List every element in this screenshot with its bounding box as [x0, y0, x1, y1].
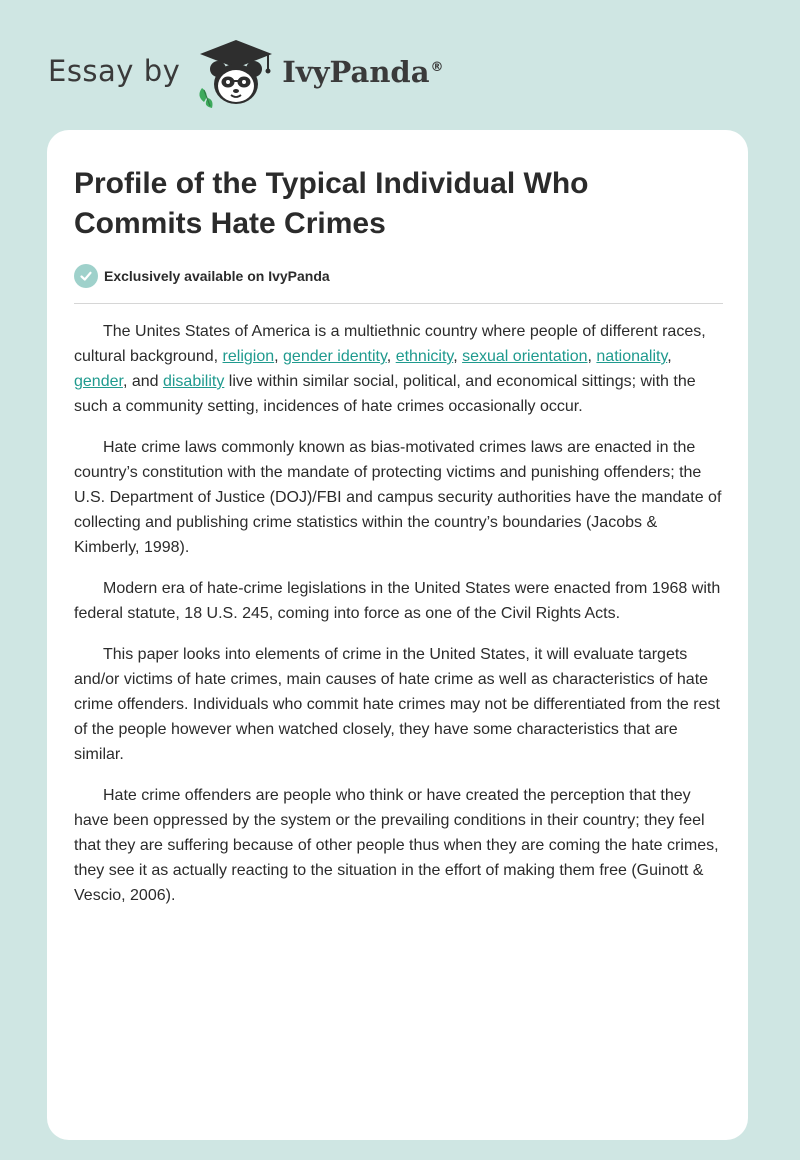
- link-religion[interactable]: religion: [222, 348, 275, 365]
- separator: ,: [453, 348, 463, 365]
- link-gender-identity[interactable]: gender identity: [283, 348, 387, 365]
- essay-by-label: Essay by: [48, 54, 181, 88]
- paragraph-1: [74, 319, 726, 419]
- check-circle-icon: [74, 264, 98, 288]
- panda-graduate-logo-icon[interactable]: [194, 38, 278, 108]
- exclusive-badge: [74, 264, 330, 288]
- registered-mark: ®: [430, 60, 444, 76]
- link-disability[interactable]: disability: [162, 373, 225, 390]
- separator: ,: [667, 348, 672, 365]
- essay-body: [74, 319, 726, 924]
- paragraph-2: Hate crime laws commonly known as bias-motivated crimes laws are enacted in the country’s constitution with the mandate of protecting victims and punishing offenders; the U.S. Department of Justice (DOJ)/FBI and campus security authorities have the mandate of collecting and publishing crime statistics within the country’s boundaries (Jacobs & Kimberly, 1998).: [74, 439, 722, 556]
- brand-name-text: IvyPanda: [282, 55, 430, 89]
- link-nationality[interactable]: nationality: [596, 348, 668, 365]
- separator: ,: [274, 348, 284, 365]
- brand-name[interactable]: [282, 55, 443, 89]
- essay-card: [47, 130, 748, 1140]
- paragraph-5: Hate crime offenders are people who think or have created the perception that they have been oppressed by the system or the prevailing conditions in their country; they feel that they are suffering because of other people thus when they are coming the hate crimes, they see it as actually reacting to the situation in the effort of making them free (Guinott & Vescio, 2006).: [74, 787, 719, 904]
- separator: ,: [386, 348, 396, 365]
- divider: [74, 303, 723, 304]
- paragraph-3: Modern era of hate-crime legislations in the United States were enacted from 1968 with federal statute, 18 U.S. 245, coming into force as one of the Civil Rights Acts.: [74, 580, 721, 622]
- exclusive-label: Exclusively available on IvyPanda: [104, 268, 330, 284]
- link-sexual-orientation[interactable]: sexual orientation: [462, 348, 588, 365]
- paragraph-1-text-end: live within similar social, political, and economical sittings; with the such a community setting, incidences of hate crimes occasionally occur.: [74, 373, 696, 415]
- separator: , and: [122, 373, 163, 390]
- link-gender[interactable]: gender: [74, 373, 123, 390]
- paragraph-4: This paper looks into elements of crime in the United States, it will evaluate targets and/or victims of hate crimes, main causes of hate crime as well as characteristics of hate crime offenders. Individuals who commit hate crimes may not be differentiated from the rest of the people however when watched closely, they have some characteristics that are similar.: [74, 646, 720, 763]
- site-header: [48, 38, 444, 108]
- link-ethnicity[interactable]: ethnicity: [395, 348, 454, 365]
- paragraph-1-text: The Unites States of America is a multiethnic country where people of different races, cultural background,: [74, 323, 706, 365]
- separator: ,: [587, 348, 597, 365]
- page-title: Profile of the Typical Individual Who Commits Hate Crimes: [74, 167, 589, 240]
